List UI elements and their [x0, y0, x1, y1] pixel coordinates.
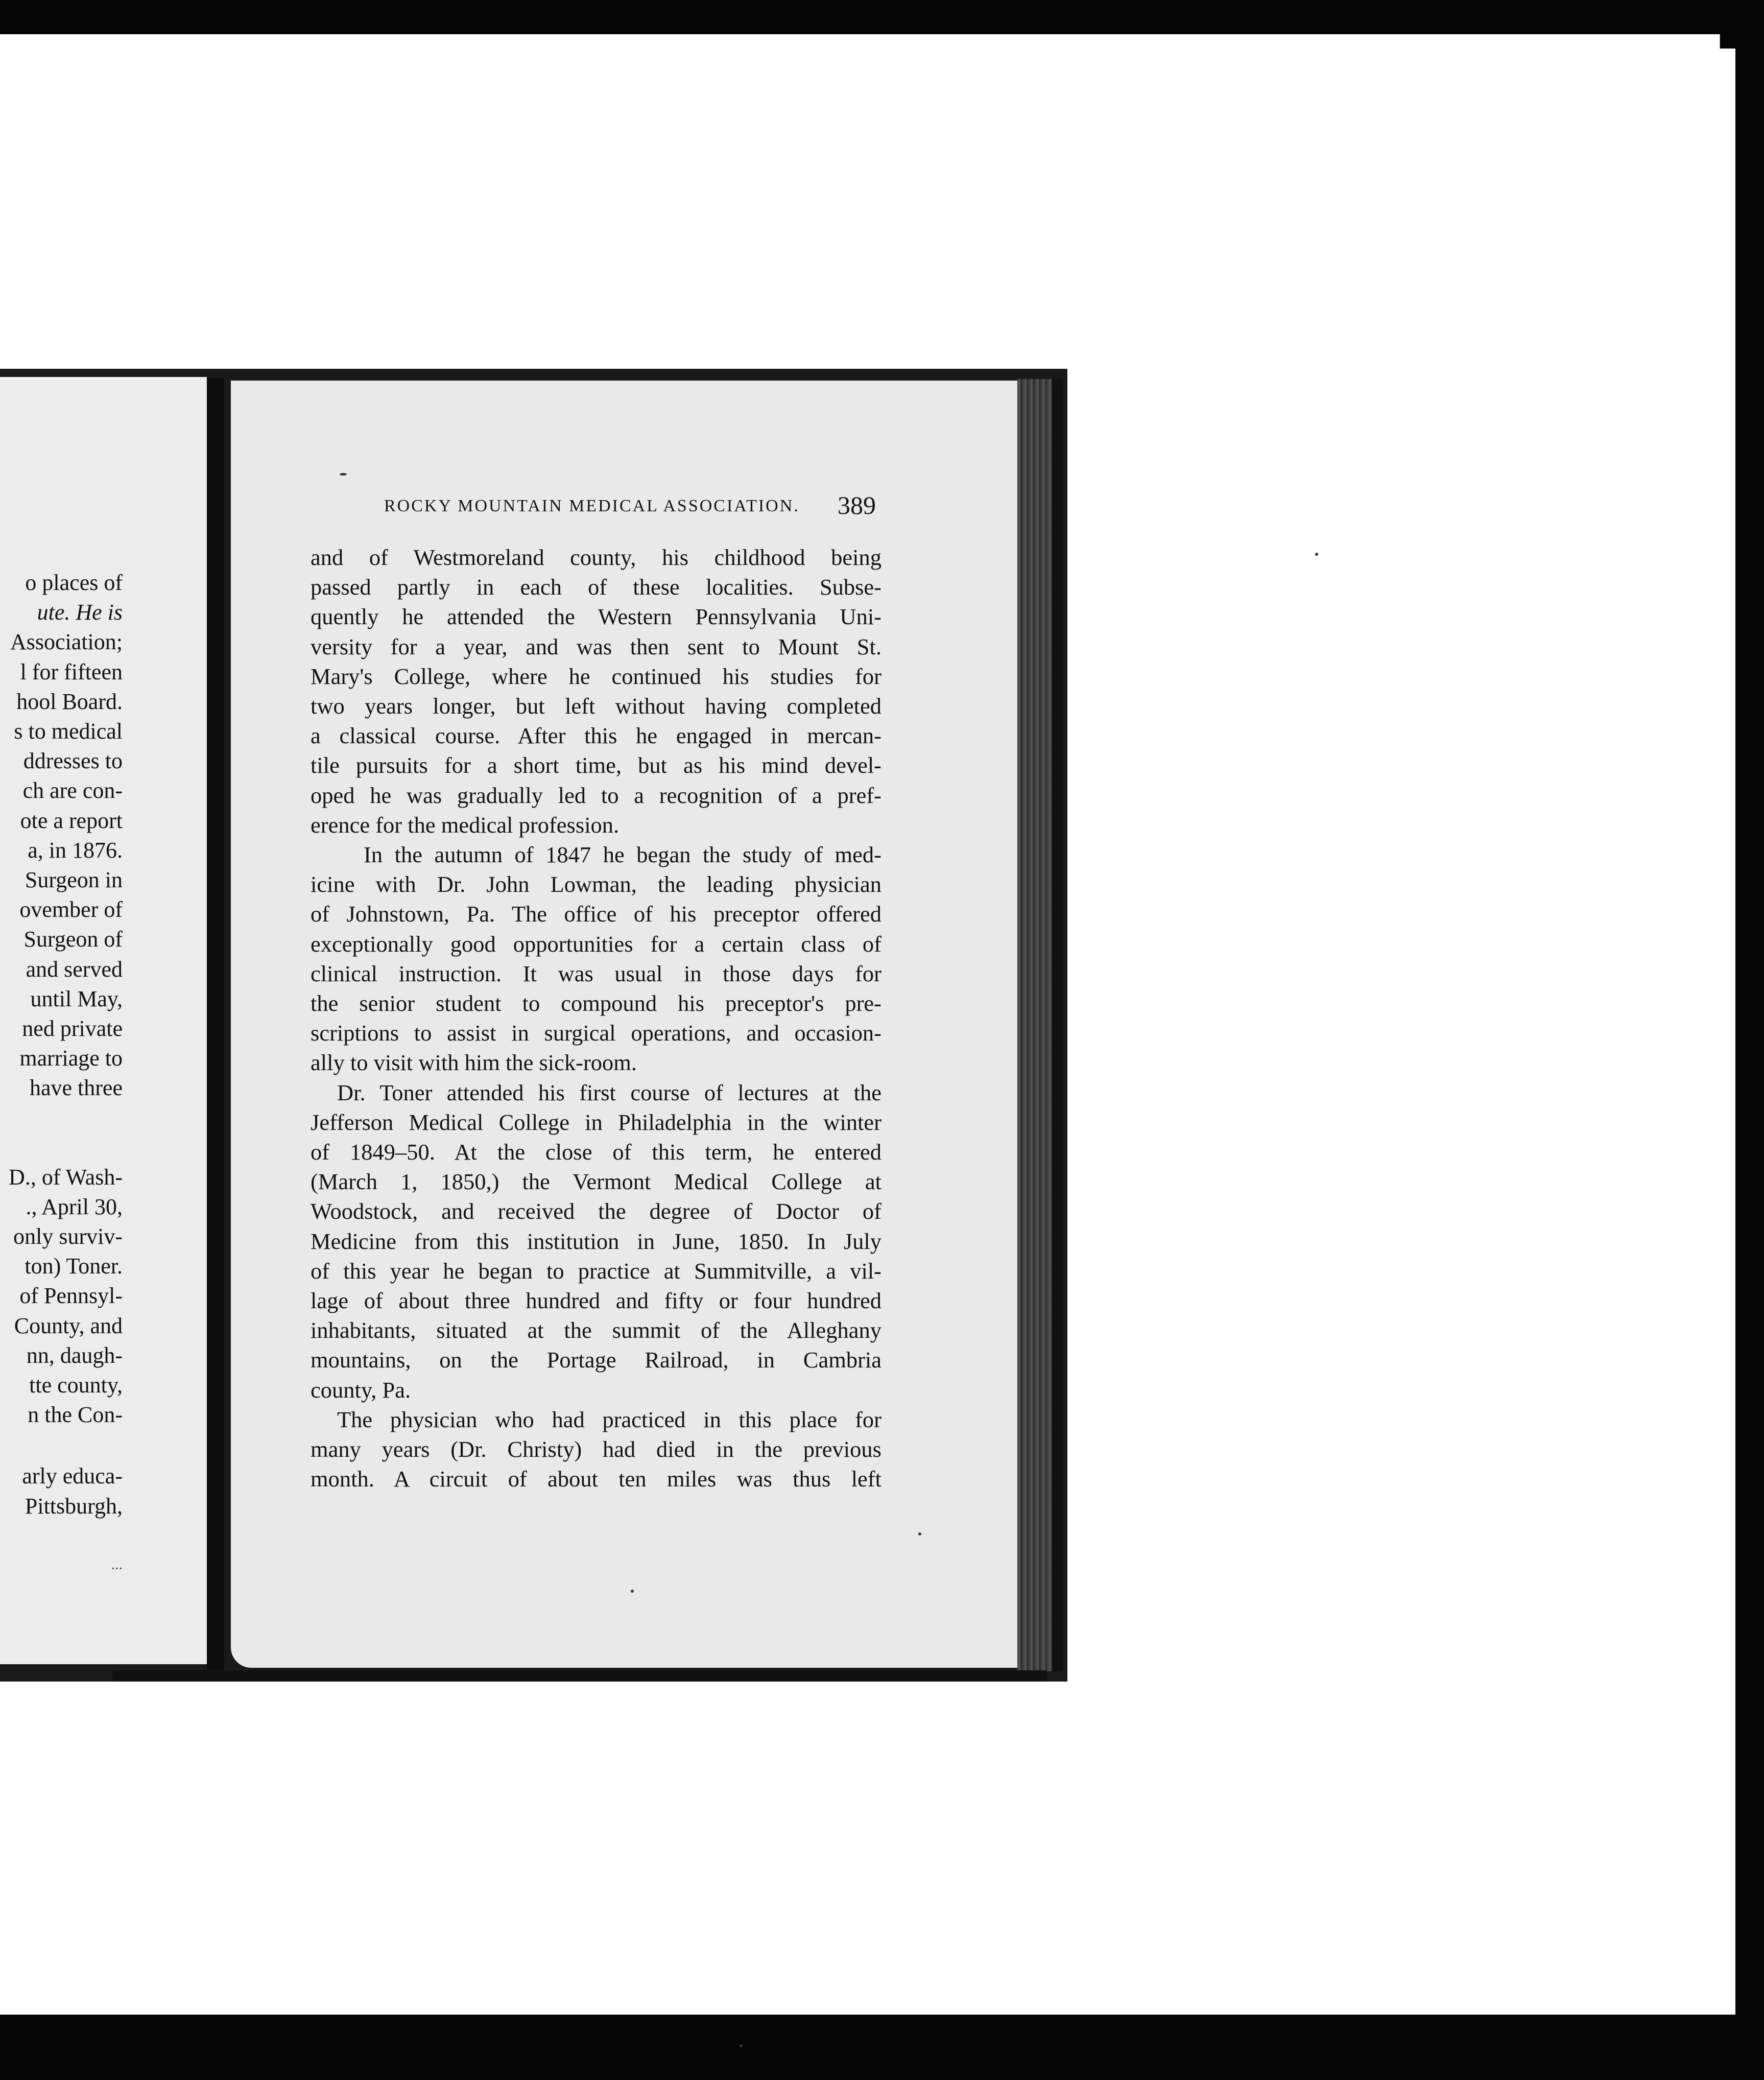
paragraph [311, 1078, 881, 1405]
text-line: county, Pa. [311, 1377, 411, 1403]
scan-speck [918, 1532, 921, 1535]
text-line: The physician who had practiced in this place for [337, 1406, 881, 1432]
text-line: Woodstock, and received the degree of Doctor of [311, 1198, 881, 1224]
scan-border-right [1735, 0, 1764, 2080]
left-line: a, in 1876. [28, 837, 123, 863]
page-number: 389 [838, 491, 876, 519]
book-bottom-edge [112, 1670, 1047, 1682]
text-line: and of Westmoreland county, his childhood being [311, 545, 881, 570]
left-line: Surgeon of [23, 927, 123, 952]
left-line: have three [30, 1075, 123, 1101]
text-line: scriptions to assist in surgical operations, and occasion- [311, 1020, 881, 1046]
scan-speck [340, 473, 347, 476]
text-line: exceptionally good opportunities for a certain class of [311, 931, 881, 957]
page-edge-shadow [1052, 379, 1063, 1671]
left-footer-mark: ... [111, 1555, 123, 1573]
text-line: a classical course. After this he engaged in mercan- [311, 723, 881, 749]
left-line: only surviv- [13, 1224, 123, 1249]
left-line: and served [26, 956, 123, 982]
left-line: Surgeon in [25, 867, 123, 893]
text-line: tile pursuits for a short time, but as his mind devel- [311, 752, 881, 778]
scan-speck [740, 2044, 743, 2047]
scan-border-top-step [0, 28, 1764, 49]
left-line: Pittsburgh, [25, 1493, 123, 1519]
text-line: lage of about three hundred and fifty or four hundred [311, 1288, 881, 1314]
scan-speck [1315, 553, 1318, 556]
paragraph [311, 542, 881, 840]
body-text [311, 542, 881, 1494]
text-line: the senior student to compound his preceptor's pre- [311, 990, 881, 1017]
text-line: month. A circuit of about ten miles was thus left [311, 1466, 881, 1492]
left-line: hool Board. [16, 689, 123, 714]
text-line: icine with Dr. John Lowman, the leading physician [311, 871, 881, 897]
left-line: ovember of [19, 897, 123, 923]
text-line: Dr. Toner attended his first course of lectures at the [337, 1079, 881, 1105]
text-line: passed partly in each of these localities. Subse- [311, 574, 881, 600]
text-line: many years (Dr. Christy) had died in the previous [311, 1436, 881, 1462]
text-line: of Johnstown, Pa. The office of his preceptor offered [311, 901, 881, 927]
text-line: of this year he began to practice at Summitville, a vil- [311, 1258, 881, 1284]
text-line: Jefferson Medical College in Philadelphia in the winter [311, 1109, 881, 1135]
left-line: nn, daugh- [26, 1342, 123, 1368]
text-line: Medicine from this institution in June, 1850. In July [311, 1228, 881, 1254]
book-gutter [207, 378, 224, 1682]
left-line: tte county, [29, 1373, 123, 1398]
text-line: oped he was gradually led to a recognition of a pref- [311, 782, 881, 808]
left-line: ., April 30, [26, 1194, 123, 1219]
text-line: In the autumn of 1847 he began the study of med- [364, 842, 881, 868]
scan-border-top [0, 0, 1764, 28]
left-line: ddresses to [23, 748, 123, 774]
left-line: o places of [25, 570, 123, 595]
text-line: Mary's College, where he continued his studies for [311, 663, 881, 689]
scan-border-bottom-line [0, 2015, 1736, 2020]
scan-border-bottom [0, 2020, 1764, 2080]
left-line: ch are con- [22, 778, 123, 803]
left-line: arly educa- [22, 1463, 123, 1489]
text-line: erence for the medical profession. [311, 812, 619, 838]
left-page-text [0, 568, 123, 1579]
scan-speck [631, 1590, 634, 1593]
text-line: clinical instruction. It was usual in those days for [311, 960, 881, 986]
left-line: s to medical [14, 719, 123, 744]
left-line: ned private [22, 1016, 123, 1042]
text-line: versity for a year, and was then sent to Mount St. [311, 633, 881, 659]
running-head: ROCKY MOUNTAIN MEDICAL ASSOCIATION. [384, 497, 800, 515]
left-line: of Pennsyl- [19, 1283, 123, 1309]
left-line: n the Con- [28, 1402, 123, 1428]
text-line: mountains, on the Portage Railroad, in Cambria [311, 1347, 881, 1373]
text-line: quently he attended the Western Pennsylvania Uni- [311, 604, 881, 630]
text-line: (March 1, 1850,) the Vermont Medical College at [311, 1169, 881, 1195]
text-line: of 1849–50. At the close of this term, he entered [311, 1139, 881, 1165]
left-line: ote a report [20, 808, 123, 833]
text-line: two years longer, but left without having completed [311, 693, 881, 719]
paragraph [311, 840, 881, 1078]
left-line: Association; [10, 629, 123, 655]
left-line: D., of Wash- [9, 1164, 123, 1190]
paragraph [311, 1405, 881, 1494]
left-line: marriage to [19, 1046, 123, 1071]
left-line: until May, [30, 986, 123, 1011]
left-line: ute. He is [37, 600, 123, 625]
left-line: ton) Toner. [25, 1254, 123, 1279]
text-line: inhabitants, situated at the summit of the Alleghany [311, 1317, 881, 1343]
text-line: ally to visit with him the sick-room. [311, 1050, 637, 1076]
left-line: County, and [14, 1313, 123, 1338]
left-line: l for fifteen [20, 659, 123, 684]
